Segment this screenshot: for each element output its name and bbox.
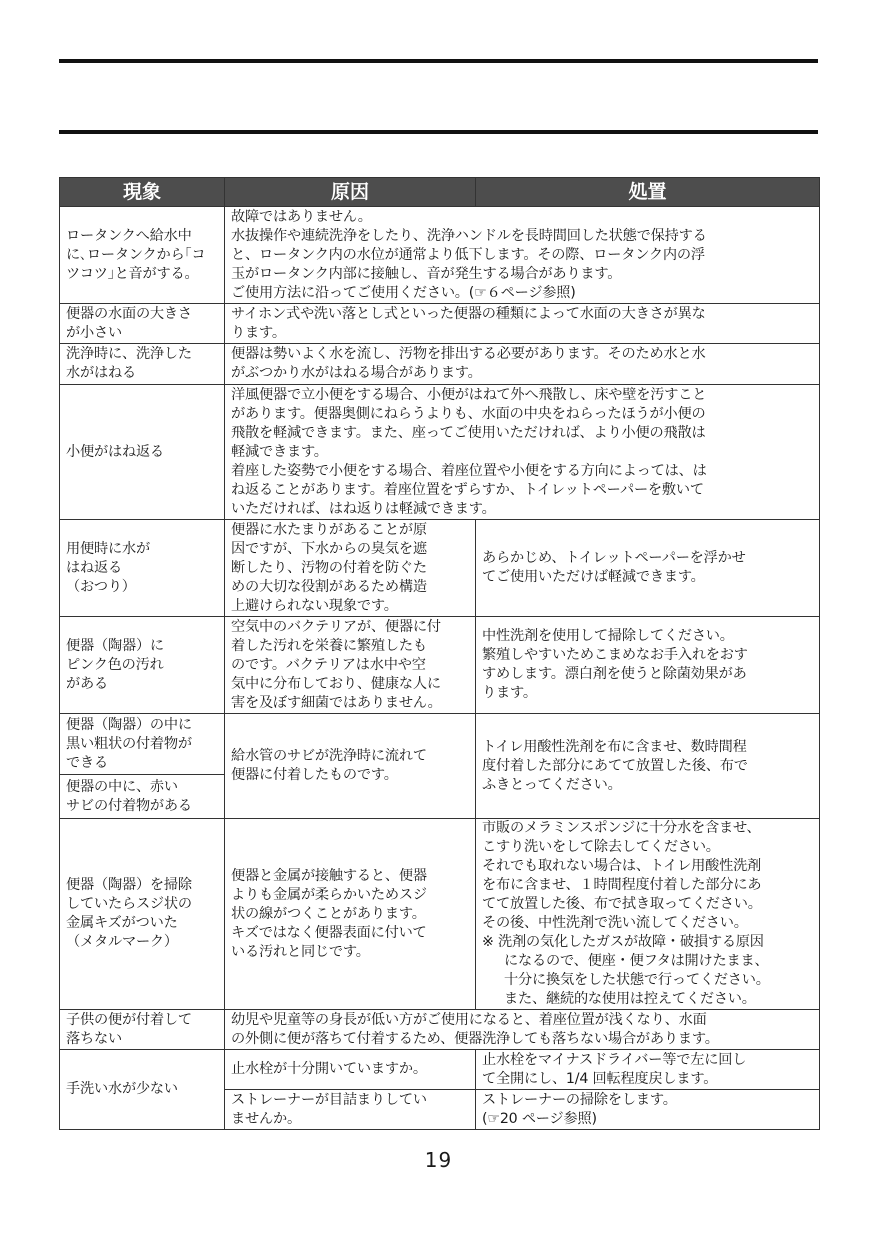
troubleshooting-table <box>59 177 820 1130</box>
table-header-row <box>60 178 820 207</box>
cause-remedy-cell: 幼児や児童等の身長が低い方がご使用になると、着座位置が浅くなり、水面 の外側に便が落ちて付着するため、便器洗浄しても落ちない場合があります。 <box>225 1010 820 1050</box>
table-row <box>60 520 820 617</box>
symptom-cell: 便器（陶器）を掃除 していたらスジ状の 金属キズがついた （メタルマーク） <box>60 819 225 1010</box>
remedy-cell: あらかじめ、トイレットペーパーを浮かせ てご使用いただけば軽減できます。 <box>476 520 820 617</box>
cause-cell: 空気中のバクテリアが、便器に付 着した汚れを栄養に繁殖したも のです。バクテリアは水中や空 気中に分布しており、健康な人に 害を及ぼす細菌ではありません。 <box>225 617 476 714</box>
remedy-cell: 市販のメラミンスポンジに十分水を含ませ、 こすり洗いをして除去してください。 それでも取れない場合は、トイレ用酸性洗剤 を布に含ませ、１時間程度付着した部分にあ てて放置した後、布で拭き取ってください。 その後、中性洗剤で洗い流してください。 ※ 洗剤の気化したガスが故障・破損する原因 になるので、便座・便フタは開けたまま、 十分に換気をした状態で行ってください。 また、継続的な使用は控えてください。 <box>476 819 820 1010</box>
section-rule <box>59 130 818 134</box>
table-row <box>60 617 820 714</box>
symptom-cell: 便器の中に、赤い サビの付着物がある <box>60 775 225 819</box>
remedy-cell: 中性洗剤を使用して掃除してください。 繁殖しやすいためこまめなお手入れをおす すめします。漂白剤を使うと除菌効果があ ります。 <box>476 617 820 714</box>
symptom-cell: 便器（陶器）に ピンク色の汚れ がある <box>60 617 225 714</box>
cause-remedy-cell: サイホン式や洗い落とし式といった便器の種類によって水面の大きさが異な ります。 <box>225 304 820 344</box>
note-mark: ※ <box>482 934 494 950</box>
cause-remedy-cell: 便器は勢いよく水を流し、汚物を排出する必要があります。そのため水と水 がぶつかり水がはねる場合があります。 <box>225 344 820 385</box>
caution-note: ※ 洗剤の気化したガスが故障・破損する原因 <box>482 934 764 950</box>
table-row <box>60 304 820 344</box>
table-row <box>60 1050 820 1090</box>
symptom-cell: 小便がはね返る <box>60 385 225 520</box>
header-remedy: 処置 <box>476 178 820 207</box>
symptom-cell: 子供の便が付着して 落ちない <box>60 1010 225 1050</box>
remedy-cell: 止水栓をマイナスドライバー等で左に回し て全開にし、1/4 回転程度戻します。 <box>476 1050 820 1090</box>
cause-cell: 便器に水たまりがあることが原 因ですが、下水からの臭気を遮 断したり、汚物の付着を防ぐた めの大切な役割があるため構造 上避けられない現象です。 <box>225 520 476 617</box>
symptom-cell: 便器の水面の大きさ が小さい <box>60 304 225 344</box>
top-rule <box>59 59 818 63</box>
cause-cell: ストレーナーが目詰まりしてい ませんか。 <box>225 1090 476 1130</box>
table-row <box>60 344 820 385</box>
cause-remedy-cell: 洋風便器で立小便をする場合、小便がはねて外へ飛散し、床や壁を汚すこと があります。便器奥側にねらうよりも、水面の中央をねらったほうが小便の 飛散を軽減できます。また、座ってご使用いただければ、より小便の飛散は 軽減できます。 着座した姿勢で小便をする場合、着座位置や小便をする方向によっては、は ね返ることがあります。着座位置をずらすか、トイレットペーパーを敷いて いただければ、はね返りは軽減できます。 <box>225 385 820 520</box>
symptom-cell: 洗浄時に、洗浄した 水がはねる <box>60 344 225 385</box>
table-row <box>60 207 820 304</box>
symptom-cell: ロータンクへ給水中 に､ロータンクから｢コ ツコツ｣と音がする｡ <box>60 207 225 304</box>
table-row <box>60 1010 820 1050</box>
symptom-cell: 手洗い水が少ない <box>60 1050 225 1130</box>
header-symptom: 現象 <box>60 178 225 207</box>
cause-cell: 止水栓が十分開いていますか。 <box>225 1050 476 1090</box>
remedy-cell: ストレーナーの掃除をします。 (☞20 ページ参照) <box>476 1090 820 1130</box>
symptom-cell: 便器（陶器）の中に 黒い粗状の付着物が できる <box>60 714 225 775</box>
table-row <box>60 819 820 1010</box>
cause-remedy-cell: 故障ではありません。 水抜操作や連続洗浄をしたり、洗浄ハンドルを長時間回した状態で保持する と、ロータンク内の水位が通常より低下します。その際、ロータンク内の浮 玉がロータンク内部に接触し、音が発生する場合があります。 ご使用方法に沿ってご使用ください。(☞６ページ参照) <box>225 207 820 304</box>
table-row <box>60 714 820 775</box>
header-cause: 原因 <box>225 178 476 207</box>
symptom-cell: 用便時に水が はね返る （おつり） <box>60 520 225 617</box>
table-row <box>60 385 820 520</box>
cause-cell: 便器と金属が接触すると、便器 よりも金属が柔らかいためスジ 状の線がつくことがあります。 キズではなく便器表面に付いて いる汚れと同じです。 <box>225 819 476 1010</box>
remedy-cell: トイレ用酸性洗剤を布に含ませ、数時間程 度付着した部分にあてて放置した後、布で ふきとってください。 <box>476 714 820 819</box>
cause-cell: 給水管のサビが洗浄時に流れて 便器に付着したものです。 <box>225 714 476 819</box>
page-number: 19 <box>424 1148 453 1172</box>
